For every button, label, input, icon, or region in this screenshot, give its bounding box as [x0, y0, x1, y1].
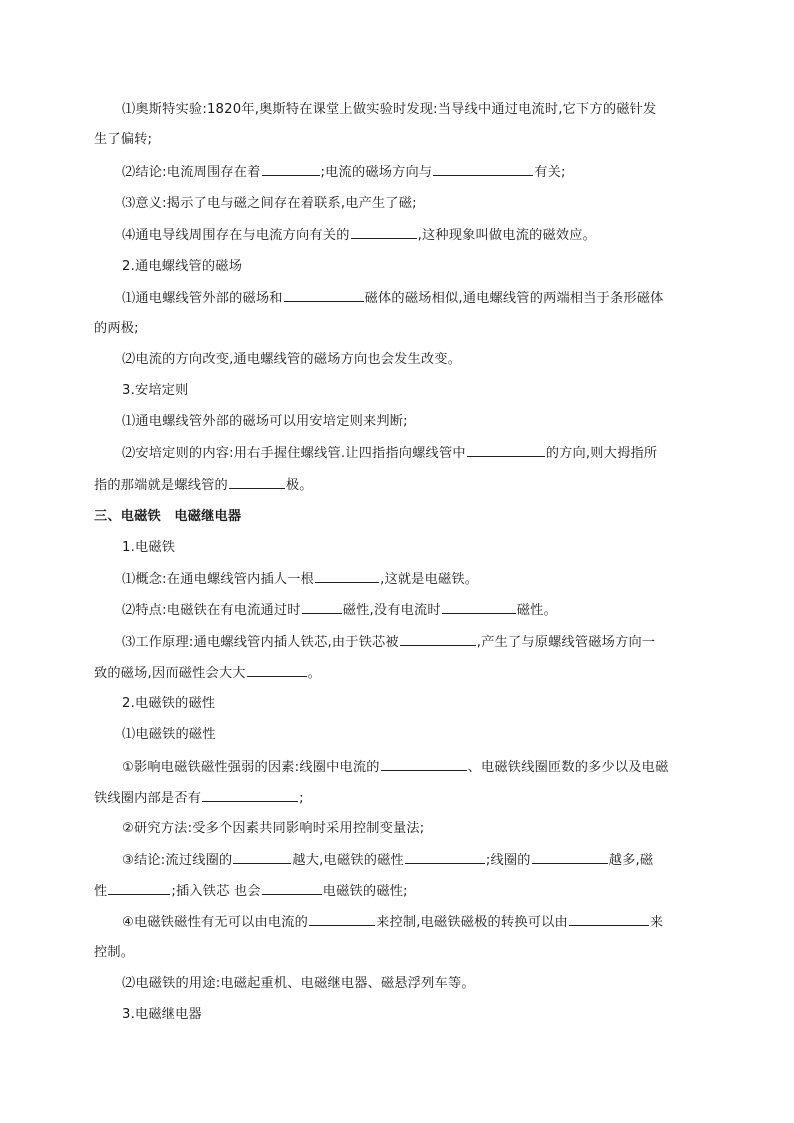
text-segment: 指的那端就是螺线管的	[94, 478, 228, 493]
solenoid-field-line1	[122, 288, 664, 309]
text-segment: ⑷通电导线周围存在与电流方向有关的	[122, 228, 350, 243]
subsubheading-magnetism: ⑴电磁铁的磁性	[122, 727, 216, 742]
working-principle-line1	[122, 632, 655, 653]
text-segment: 。	[307, 666, 322, 681]
text-segment: ③结论:流过线圈的	[122, 853, 233, 868]
fill-blank[interactable]	[315, 569, 379, 583]
conclusion-line	[122, 162, 566, 183]
research-method: ②研究方法:受多个因素共同影响时采用控制变量法;	[122, 821, 425, 836]
magnetism-control-line1	[122, 912, 663, 933]
section-heading-electromagnet: 三、电磁铁 电磁继电器	[94, 509, 242, 524]
fill-blank[interactable]	[467, 443, 545, 457]
fill-blank[interactable]	[309, 912, 375, 926]
subheading-electromagnet: 1.电磁铁	[122, 540, 176, 555]
text-segment: ,这种现象叫做电流的磁效应。	[417, 228, 597, 243]
text-segment: ;插入铁芯 也会	[171, 884, 261, 899]
fill-blank[interactable]	[202, 788, 298, 802]
text-segment: 磁性。	[516, 603, 557, 618]
fill-blank[interactable]	[400, 632, 476, 646]
text-segment: ①影响电磁铁磁性强弱的因素:线圈中电流的	[122, 760, 380, 775]
electromagnet-concept	[122, 569, 478, 590]
fill-blank[interactable]	[108, 881, 170, 895]
text-segment: ⑶工作原理:通电螺线管内插人铁芯,由于铁芯被	[122, 635, 399, 650]
subheading-relay: 3.电磁继电器	[122, 1007, 202, 1022]
text-segment: ⑴通电螺线管外部的磁场和	[122, 291, 283, 306]
text-segment: ,产生了与原螺线管磁场方向一	[476, 635, 656, 650]
subheading-solenoid-field: 2.通电螺线管的磁场	[122, 259, 243, 274]
oersted-experiment-line2: 生了偏转;	[94, 132, 153, 147]
text-segment: 极。	[285, 478, 313, 493]
text-segment: 磁体的磁场相似,通电螺线管的两端相当于条形磁体	[364, 291, 664, 306]
fill-blank[interactable]	[442, 600, 516, 614]
ampere-rule-content-line1	[122, 443, 657, 464]
text-segment: 来	[649, 915, 664, 930]
text-segment: ⑵结论:电流周围存在着	[122, 165, 261, 180]
fill-blank[interactable]	[262, 162, 320, 176]
text-segment: ,这就是电磁铁。	[380, 572, 479, 587]
fill-blank[interactable]	[569, 912, 649, 926]
text-segment: ④电磁铁磁性有无可以由电流的	[122, 915, 309, 930]
fill-blank[interactable]	[229, 475, 285, 489]
subheading-ampere-rule: 3.安培定则	[122, 383, 189, 398]
solenoid-field-line2: 的两极;	[94, 321, 139, 336]
text-segment: 铁线圈内部是否有	[94, 791, 202, 806]
text-segment: ;线圈的	[485, 853, 531, 868]
text-segment: 越多,磁	[608, 853, 654, 868]
electromagnet-uses: ⑵电磁铁的用途:电磁起重机、电磁继电器、磁悬浮列车等。	[122, 976, 475, 991]
text-segment: ⑴概念:在通电螺线管内插人一根	[122, 572, 315, 587]
factors-line2	[94, 788, 304, 809]
text-segment: 磁性,没有电流时	[342, 603, 441, 618]
text-segment: 性	[94, 884, 108, 899]
fill-blank[interactable]	[405, 850, 485, 864]
fill-blank[interactable]	[247, 663, 307, 677]
text-segment: 致的磁场,因而磁性会大大	[94, 666, 246, 681]
factors-line1	[122, 757, 668, 778]
fill-blank[interactable]	[262, 881, 322, 895]
fill-blank[interactable]	[381, 757, 467, 771]
text-segment: 有关;	[534, 165, 566, 180]
ampere-rule-content-line2	[94, 475, 313, 496]
conclusion3-line2	[94, 881, 408, 902]
magnetism-control-line2: 控制。	[94, 945, 135, 960]
fill-blank[interactable]	[532, 850, 608, 864]
subheading-electromagnet-magnetism: 2.电磁铁的磁性	[122, 696, 216, 711]
significance-line: ⑶意义:揭示了电与磁之间存在着联系,电产生了磁;	[122, 196, 417, 211]
text-segment: ;	[299, 791, 304, 806]
fill-blank[interactable]	[233, 850, 291, 864]
oersted-experiment-line1: ⑴奥斯特实验:1820年,奥斯特在课堂上做实验时发现:当导线中通过电流时,它下方的磁针发	[122, 102, 657, 117]
text-segment: 越大,电磁铁的磁性	[292, 853, 404, 868]
fill-blank[interactable]	[302, 600, 342, 614]
conclusion3-line1	[122, 850, 653, 871]
text-segment: 的方向,则大拇指所	[545, 446, 658, 461]
text-segment: ;电流的磁场方向与	[320, 165, 433, 180]
working-principle-line2	[94, 663, 321, 684]
text-segment: ⑵安培定则的内容:用右手握住螺线管.让四指指向螺线管中	[122, 446, 466, 461]
fill-blank[interactable]	[433, 162, 533, 176]
text-segment: ⑵特点:电磁铁在有电流通过时	[122, 603, 301, 618]
fill-blank[interactable]	[284, 288, 364, 302]
current-direction-line: ⑵电流的方向改变,通电螺线管的磁场方向也会发生改变。	[122, 352, 462, 367]
ampere-rule-usage: ⑴通电螺线管外部的磁场可以用安培定则来判断;	[122, 414, 408, 429]
fill-blank[interactable]	[351, 225, 417, 239]
text-segment: 、电磁铁线圈匝数的多少以及电磁	[467, 760, 669, 775]
text-segment: 电磁铁的磁性;	[322, 884, 408, 899]
electromagnet-features	[122, 600, 557, 621]
magnetic-effect-line	[122, 225, 596, 246]
text-segment: 来控制,电磁铁磁极的转换可以由	[376, 915, 568, 930]
